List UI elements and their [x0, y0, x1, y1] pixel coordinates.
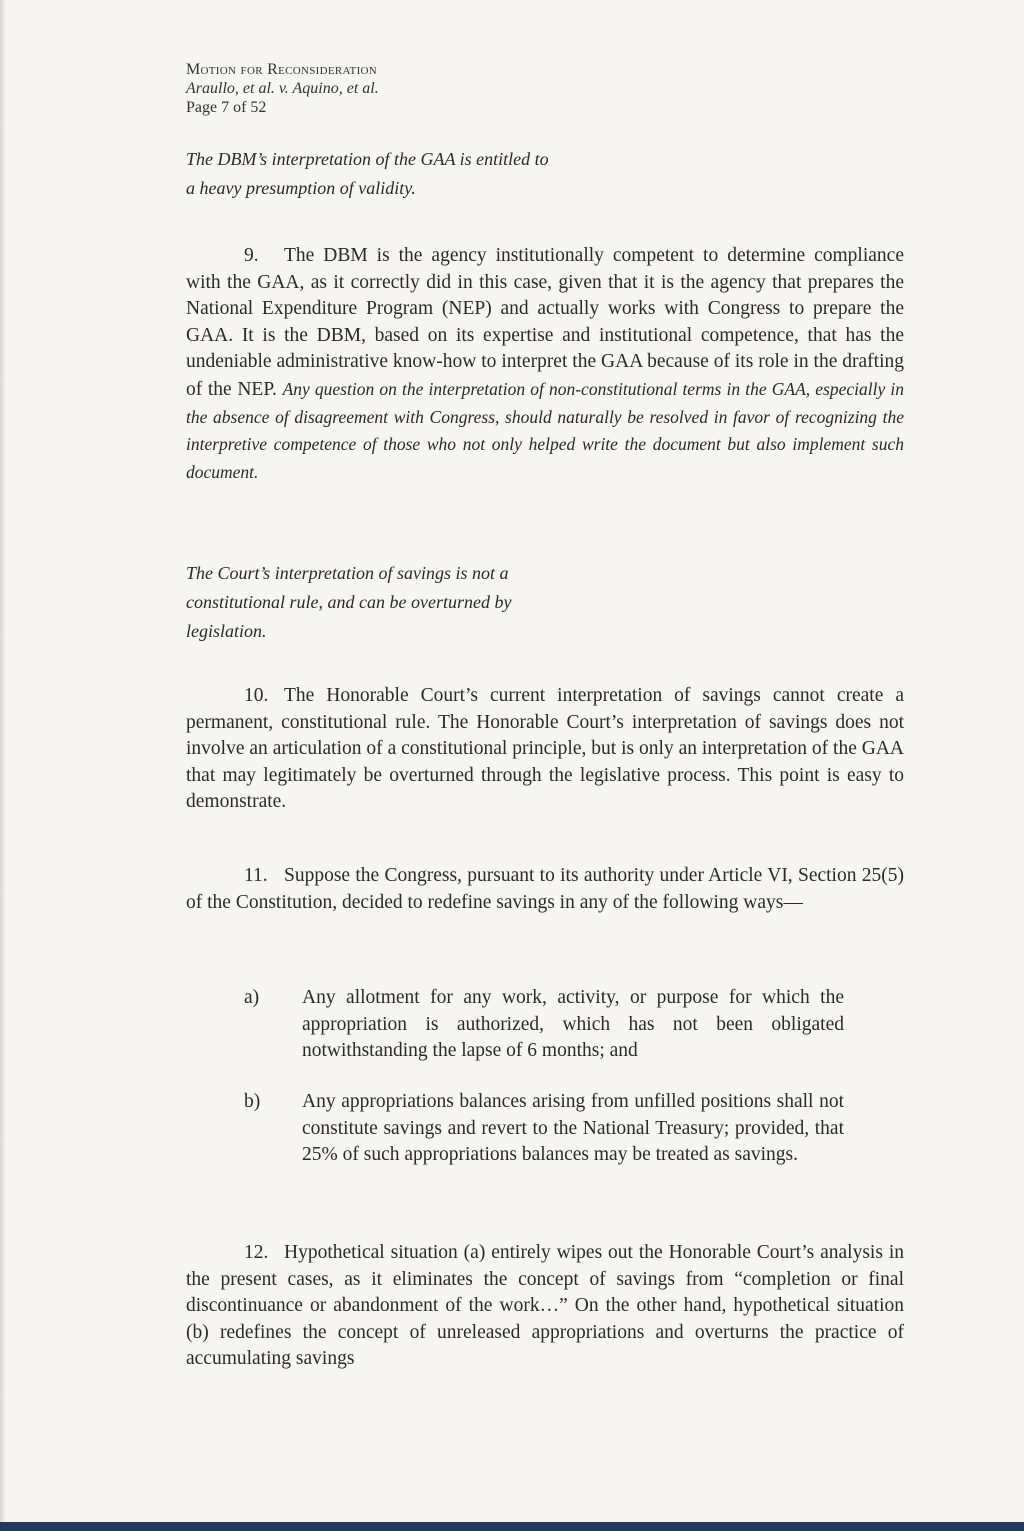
- running-header: [186, 60, 379, 117]
- paragraph-9: [186, 243, 904, 486]
- bottom-border: [0, 1522, 1024, 1531]
- paragraph-number: 9.: [244, 245, 259, 266]
- section-heading-court: The Court’s interpretation of savings is not a constitutional rule, and can be overturned by legislation.: [186, 563, 512, 641]
- list-label: a): [244, 987, 260, 1008]
- case-caption: Araullo, et al. v. Aquino, et al.: [186, 80, 379, 97]
- list-item-a: [244, 985, 844, 1065]
- paragraph-10: [186, 683, 904, 816]
- page-number: Page 7 of 52: [186, 99, 267, 116]
- paragraph-11: [186, 863, 904, 916]
- list-label: b): [244, 1091, 261, 1112]
- paragraph-emphasis: Any question on the interpretation of non-constitutional terms in the GAA, especially in the absence of disagreement with Congress, should naturally be resolved in favor of recognizing the interpretive competence of those who not only helped write the document but also implement such document.: [186, 378, 905, 482]
- paragraph-number: 12.: [244, 1242, 269, 1263]
- paragraph-number: 11.: [244, 865, 268, 886]
- document-title: Motion for Reconsideration: [186, 61, 378, 78]
- list-text: Any appropriations balances arising from unfilled positions shall not constitute savings and revert to the National Treasury; provided, that 25% of such appropriations balances may be treated as savings.: [302, 1091, 844, 1166]
- paragraph-text: The DBM is the agency institutionally competent to determine compliance with the GAA, as it correctly did in this case, given that it is the agency that prepares the National Expenditure Program (NEP) and actually works with Congress to prepare the GAA. It is the DBM, based on its expertise and institutional competence, that has the undeniable administrative know-how to interpret the GAA because of its role in the drafting of the NEP.: [186, 245, 904, 400]
- list-item-b: [244, 1089, 844, 1169]
- paragraph-text: Hypothetical situation (a) entirely wipes out the Honorable Court’s analysis in the present cases, as it eliminates the concept of savings from “completion or final discontinuance or abandonment of the work…” On the other hand, hypothetical situation (b) redefines the concept of unreleased appropriations and overturns the practice of accumulating savings: [186, 1242, 904, 1370]
- paragraph-number: 10.: [244, 685, 269, 706]
- paragraph-text: The Honorable Court’s current interpretation of savings cannot create a permanent, constitutional rule. The Honorable Court’s interpretation of savings does not involve an articulation of a constitutional principle, but is only an interpretation of the GAA that may legitimately be overturned through the legislative process. This point is easy to demonstrate.: [186, 685, 904, 813]
- section-heading-dbm: The DBM’s interpretation of the GAA is entitled to a heavy presumption of validity.: [186, 149, 549, 198]
- page-edge: [0, 0, 6, 1531]
- list-text: Any allotment for any work, activity, or purpose for which the appropriation is authorized, which has not been obligated notwithstanding the lapse of 6 months; and: [302, 987, 844, 1062]
- paragraph-12: [186, 1240, 904, 1373]
- paragraph-text: Suppose the Congress, pursuant to its authority under Article VI, Section 25(5) of the Constitution, decided to redefine savings in any of the following ways—: [186, 865, 904, 913]
